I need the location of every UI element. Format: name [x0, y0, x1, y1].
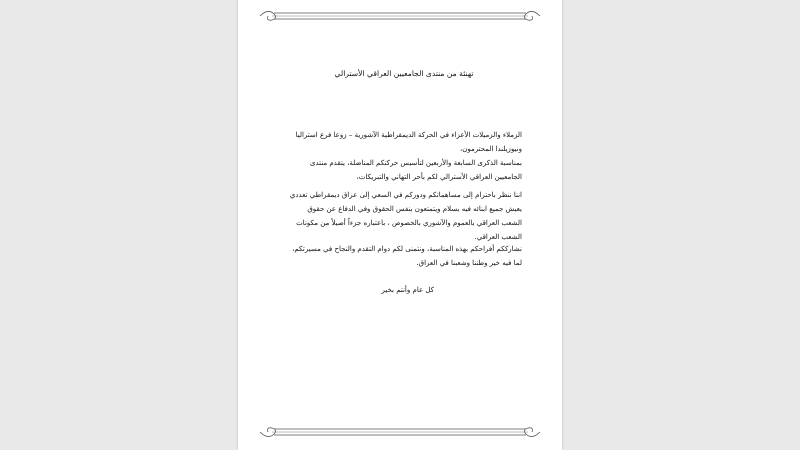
paragraph-occasion: بمناسبة الذكرى السابعة والأربعين لتأسيس حركتكم المناضلة، يتقدم منتدى الجامعيين العراقي الأسترالي لكم بأحر التهاني والتبريكات،: [309, 159, 522, 181]
letter-body: [286, 0, 522, 450]
bottom-scroll-border-icon: [238, 420, 562, 444]
letter-closing: كل عام وأنتم بخير: [381, 286, 434, 294]
paragraph-wishes: نشارككم أفراحكم بهذه المناسبة، ونتمنى لكم دوام التقدم والنجاح في مسيرتكم، لما فيه خير وطننا وشعبنا في العراق.: [292, 245, 522, 267]
paragraph-salutation: الزملاء والزميلات الأعزاء في الحركة الديمقراطية الآشورية – زوعا فرع استراليا ونيوزيلندا المحترمون،: [295, 131, 522, 153]
document-page: [238, 0, 562, 450]
letter-title: تهنئة من منتدى الجامعيين العراقي الأسترالي: [334, 69, 474, 78]
paragraph-appreciation: اننا ننظر باحترام إلى مساهماتكم ودوركم في السعي إلى عراق ديمقراطي تعددي يعيش جميع ابنائه فيه بسلام ويتمتعون بنفس الحقوق وفي الدفاع عن حقوق الشعب العراقي بالعموم والآشوري بالخصوص ، باعتباره جزءاً أصيلاً من مكونات الشعب العراقي.: [289, 191, 522, 241]
